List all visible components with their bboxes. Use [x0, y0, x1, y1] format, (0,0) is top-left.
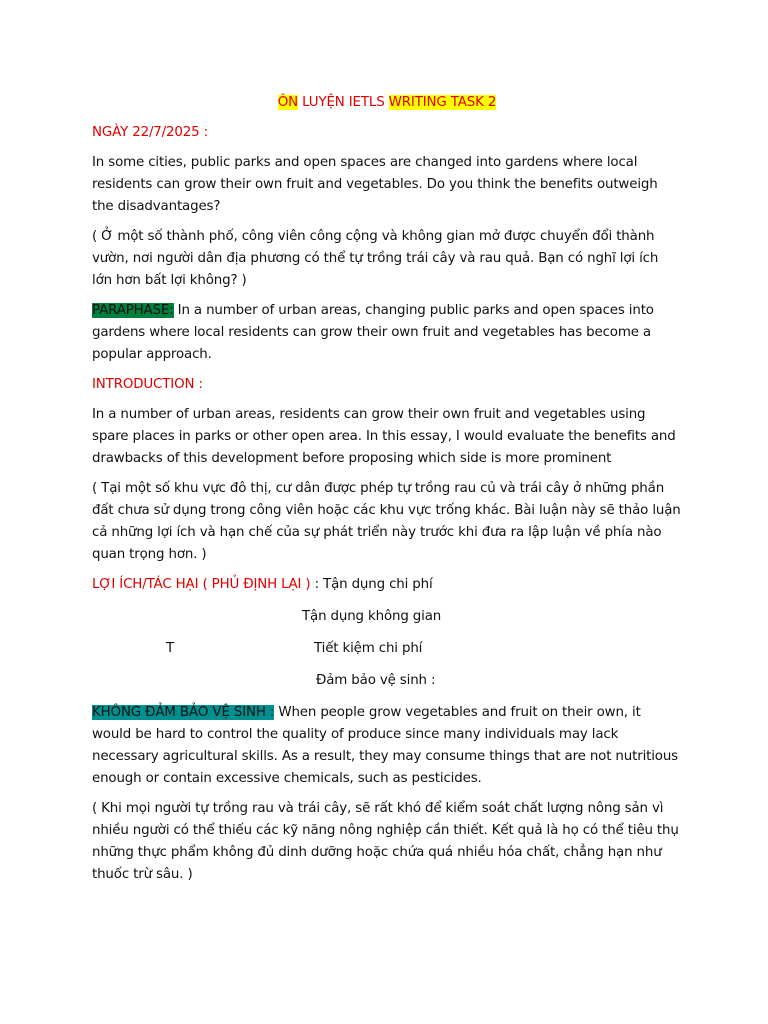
document-title [92, 92, 682, 114]
outline-item-1: : Tận dụng chi phí [310, 577, 433, 592]
question-vietnamese: ( Ở một số thành phố, công viên công cộng và không gian mở được chuyển đổi thành vườn, nơi người dân địa phương có thể tự trồng trái cây và rau quả. Bạn có nghĩ lợi ích lớn hơn bất lợi không? ) [92, 229, 659, 288]
date-line: NGÀY 22/7/2025 : [92, 125, 208, 140]
title-highlight-task: WRITING TASK 2 [388, 95, 497, 110]
outline-marker: T [166, 641, 175, 656]
introduction-heading: INTRODUCTION : [92, 377, 203, 392]
introduction-vietnamese: ( Tại một số khu vực đô thị, cư dân được phép tự trồng rau củ và trái cây ở những phần đất chưa sử dụng trong công viên hoặc các khu vực trống khác. Bài luận này sẽ thảo luận cả những lợi ích và hạn chế của sự phát triển này trước khi đưa ra lập luận về phía nào quan trọng hơn. ) [92, 481, 681, 562]
body-paragraph-vietnamese: ( Khi mọi người tự trồng rau và trái cây, sẽ rất khó để kiểm soát chất lượng nông sản vì nhiều người có thể thiếu các kỹ năng nông nghiệp cần thiết. Kết quả là họ có thể tiêu thụ những thực phẩm không đủ dinh dưỡng hoặc chứa quá nhiều hóa chất, chẳng hạn như thuốc trừ sâu. ) [92, 801, 679, 882]
body-paragraph-label: KHÔNG ĐẢM BẢO VỆ SINH : [92, 705, 275, 720]
outline-row-1 [92, 574, 682, 596]
outline-row-1-text [92, 574, 433, 596]
outline-item-2: Tận dụng không gian [302, 609, 442, 624]
outline-row-3 [92, 638, 682, 660]
body-paragraph-english [92, 702, 682, 790]
outline-label: LỢI ÍCH/TÁC HẠI ( PHỦ ĐỊNH LẠI ) [92, 577, 311, 592]
introduction-english: In a number of urban areas, residents can grow their own fruit and vegetables using spare places in parks or other open area. In this essay, I would evaluate the benefits and drawbacks of this development before proposing which side is more prominent [92, 407, 676, 466]
paraphrase-text: In a number of urban areas, changing public parks and open spaces into gardens where local residents can grow their own fruit and vegetables has become a popular approach. [92, 303, 654, 362]
outline-row-4 [92, 670, 682, 692]
title-middle: LUYỆN IETLS [298, 95, 389, 110]
question-english: In some cities, public parks and open spaces are changed into gardens where local residents can grow their own fruit and vegetables. Do you think the benefits outweigh the disadvantages? [92, 155, 658, 214]
outline-row-2 [92, 606, 682, 628]
outline-item-4: Đảm bảo vệ sinh : [316, 673, 436, 688]
document-body [92, 92, 682, 894]
outline-item-3: Tiết kiệm chi phí [314, 641, 423, 656]
paraphrase-label: PARAPHASE: [92, 303, 174, 318]
title-highlight-on: ÔN [277, 95, 299, 110]
body-paragraph-text: When people grow vegetables and fruit on their own, it would be hard to control the quality of produce since many individuals may lack necessary agricultural skills. As a result, they may consume things that are not nutritious enough or contain excessive chemicals, such as pesticides. [92, 705, 679, 786]
paraphrase-paragraph [92, 300, 682, 366]
